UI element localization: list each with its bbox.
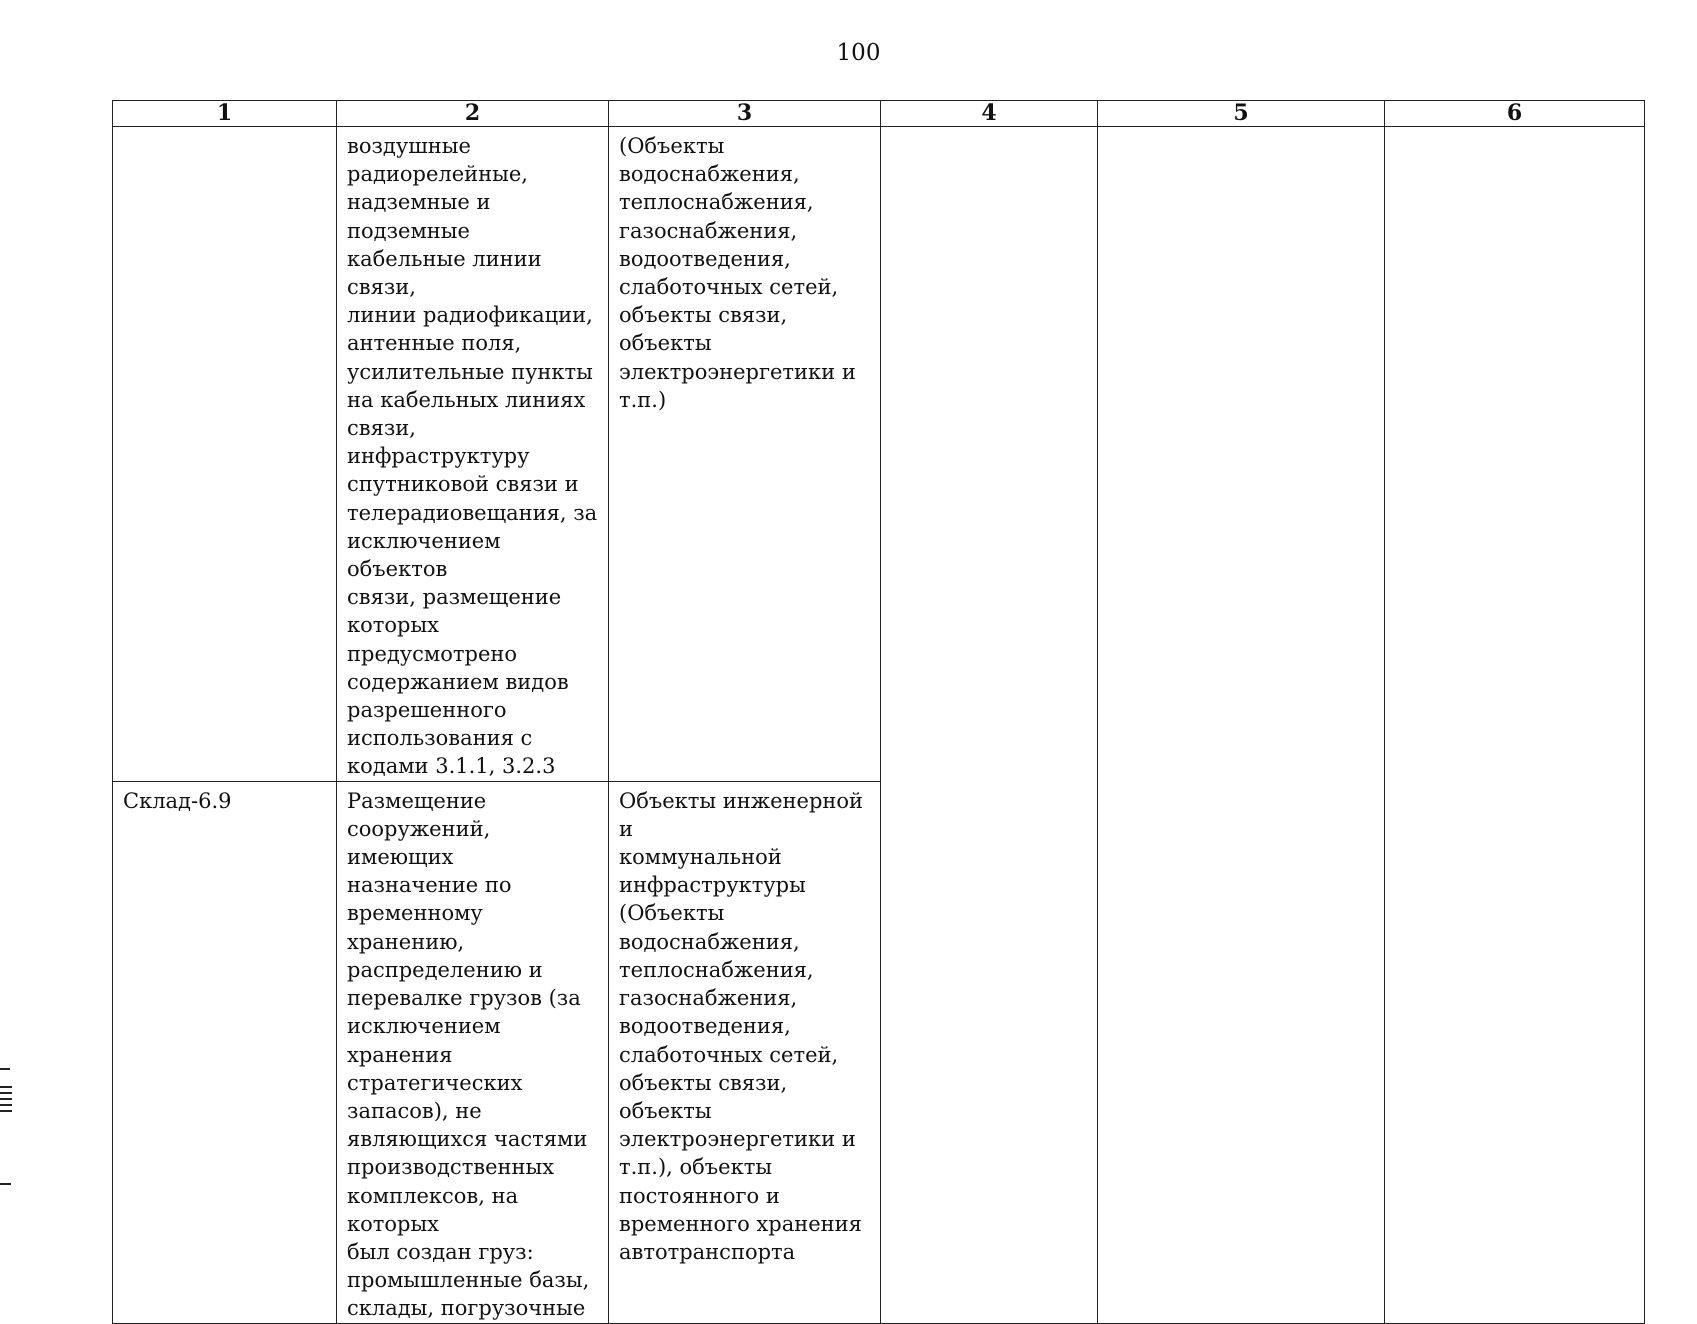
page-number: 100 <box>836 40 881 66</box>
scan-mark <box>0 1110 12 1112</box>
scan-mark <box>0 1183 11 1185</box>
row-2-col-3: Объекты инженерной и коммунальной инфраструктуры (Объекты водоснабжения, теплоснабжения, газоснабжения, водоотведения, слаботочных сетей, объекты связи, объекты электроэнергетики и т.п.), объекты постоянного и временного хранения автотранспорта <box>609 781 881 1323</box>
col-4-cell <box>881 127 1098 1324</box>
header-col-4: 4 <box>881 101 1098 127</box>
scan-mark <box>0 1068 10 1070</box>
row-2-col-1: Склад-6.9 <box>113 781 337 1323</box>
header-col-5: 5 <box>1098 101 1385 127</box>
row-2-col-2: Размещение сооружений, имеющих назначение по временному хранению, распределению и перевалке грузов (за исключением хранения стратегических запасов), не являющихся частями производственных комплексов, на которых был создан груз: промышленные базы, склады, погрузочные <box>337 781 609 1323</box>
header-col-6: 6 <box>1385 101 1645 127</box>
data-table <box>112 100 1645 1324</box>
scan-mark <box>0 1086 12 1088</box>
scan-mark <box>0 1092 12 1094</box>
row-1-col-2: воздушные радиорелейные, надземные и подземные кабельные линии связи, линии радиофикации, антенные поля, усилительные пункты на кабельных линиях связи, инфраструктуру спутниковой связи и телерадиовещания, за исключением объектов связи, размещение которых предусмотрено содержанием видов разрешенного использования с кодами 3.1.1, 3.2.3 <box>337 127 609 782</box>
header-col-1: 1 <box>113 101 337 127</box>
col-5-cell <box>1098 127 1385 1324</box>
table-row <box>113 127 1645 782</box>
scan-mark <box>0 1104 12 1106</box>
col-6-cell <box>1385 127 1645 1324</box>
scan-mark <box>0 1098 12 1100</box>
header-col-3: 3 <box>609 101 881 127</box>
header-col-2: 2 <box>337 101 609 127</box>
row-1-col-1 <box>113 127 337 782</box>
row-1-col-3: (Объекты водоснабжения, теплоснабжения, газоснабжения, водоотведения, слаботочных сетей, объекты связи, объекты электроэнергетики и т.п.) <box>609 127 881 782</box>
table-header-row <box>113 101 1645 127</box>
